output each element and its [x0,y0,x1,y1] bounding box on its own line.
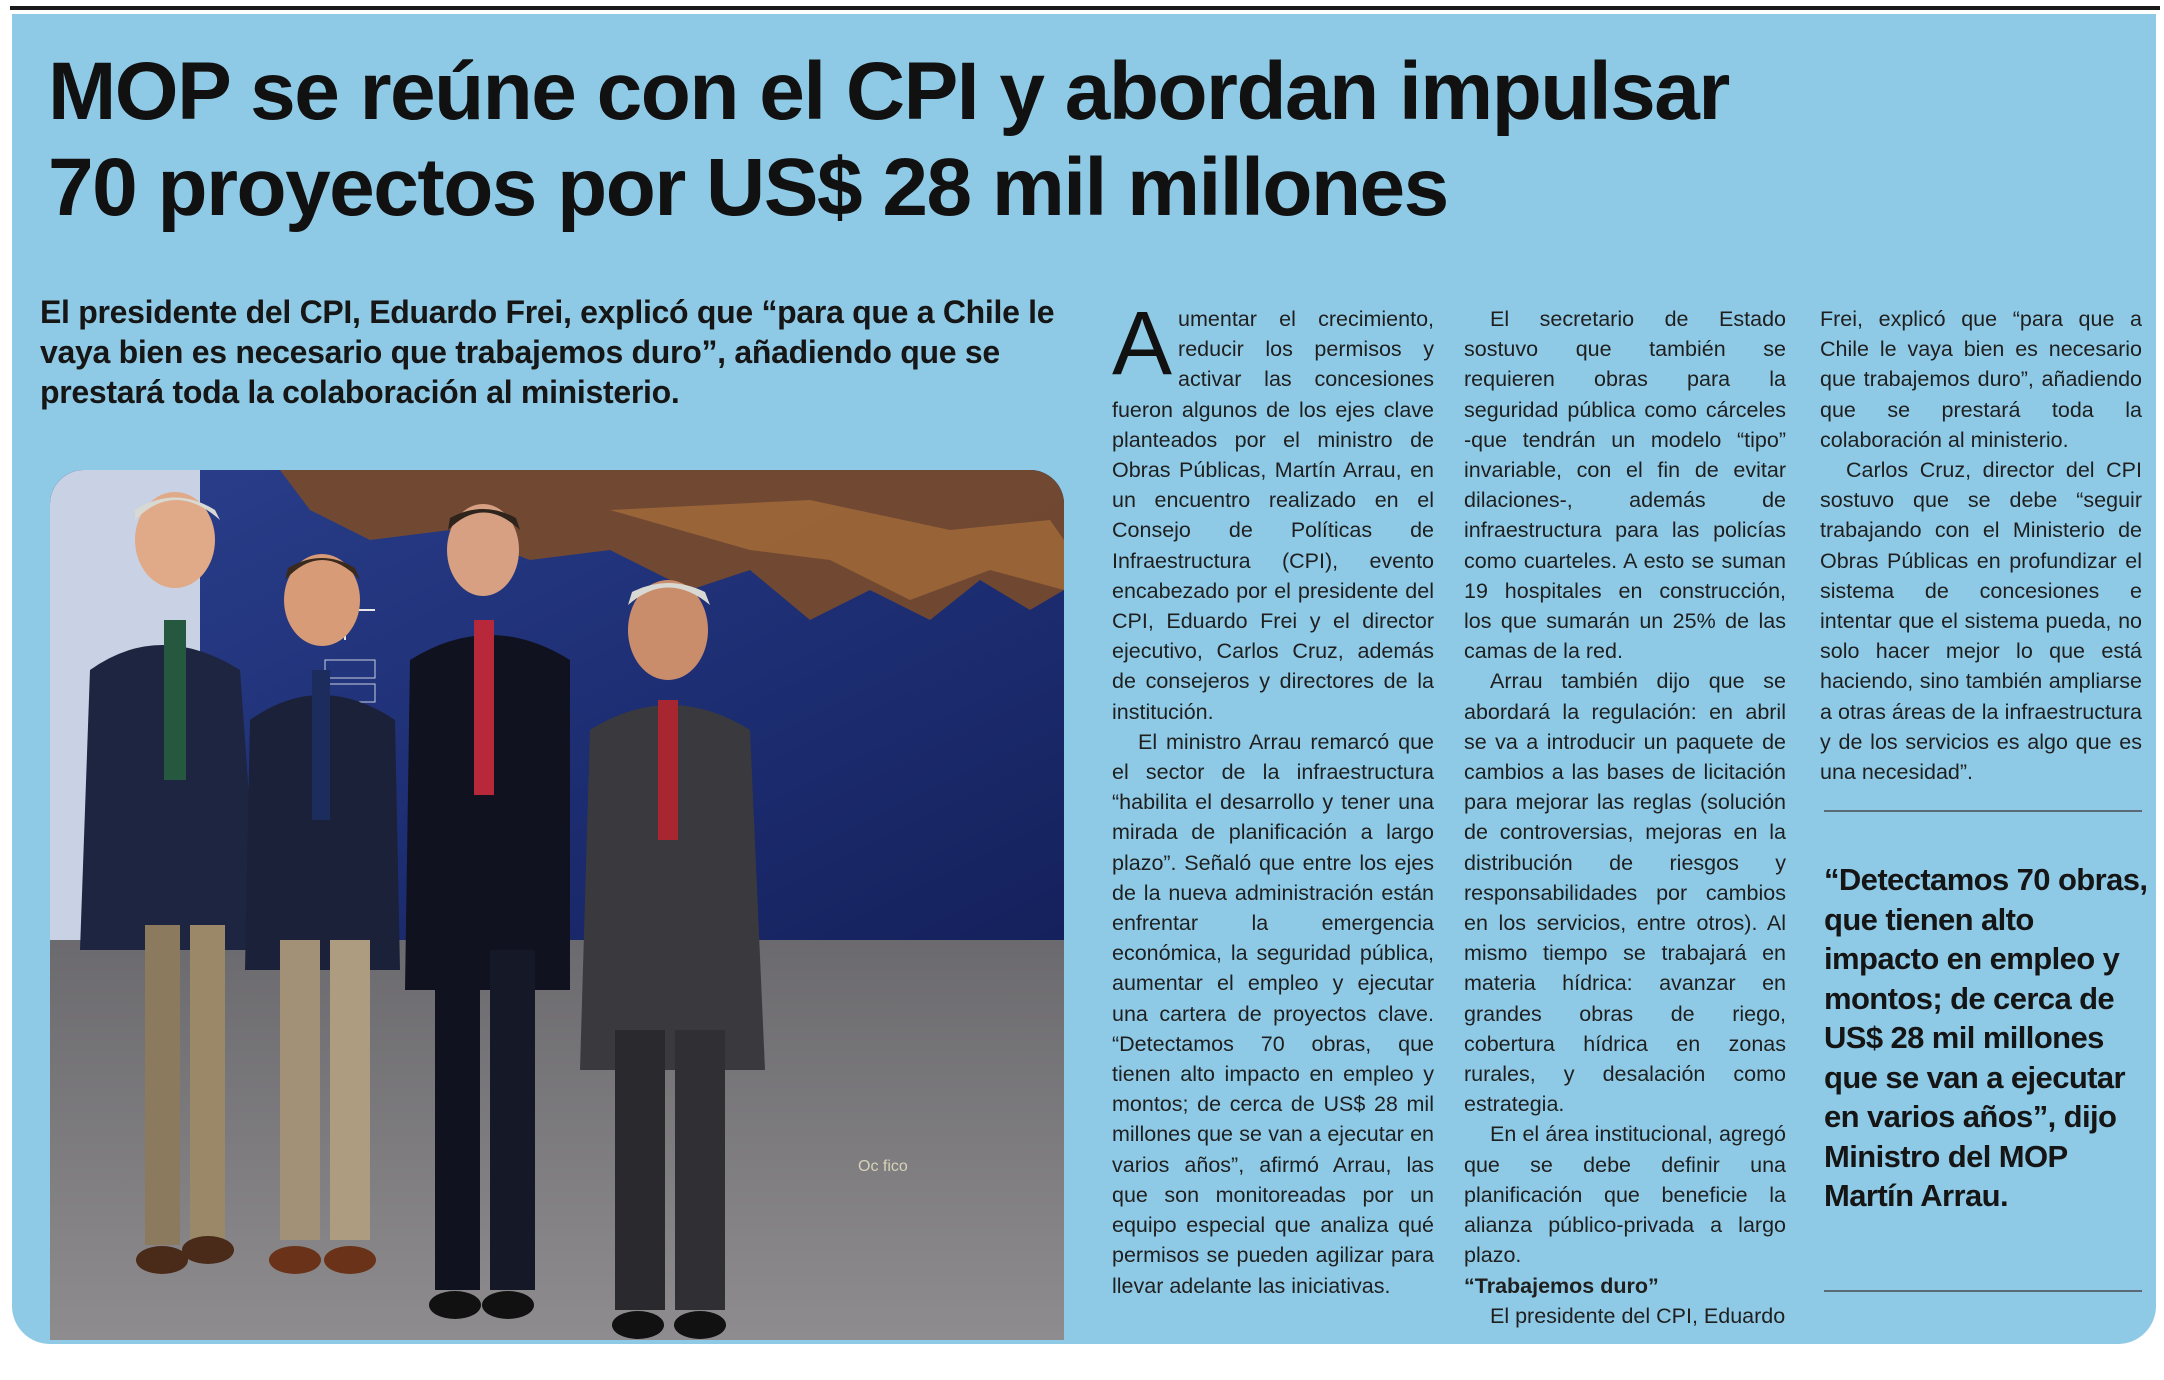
lead-paragraph: El presidente del CPI, Eduardo Frei, explicó que “para que a Chile le vaya bien es necesario que trabajemos duro”, añadiendo que se prestará toda la colaboración al ministerio. [40,294,1055,410]
drop-cap: A [1112,294,1173,394]
body-column-3 [1820,304,2142,787]
col2-paragraph-1: El secretario de Estado sostuvo que también se requieren obras para la seguridad pública como cárceles -que tendrán un modelo “tipo” invariable, con el fin de evitar dilaciones-, además de infraestructura para las policías como cuarteles. A esto se suman 19 hospitales en construcción, los que sumarán un 25% de las camas de la red. [1464,307,1786,664]
pullquote: “Detectamos 70 obras, que tienen alto impacto en empleo y montos; de cerca de US$ 28 mil millones que se van a ejecutar en varios años”, dijo Ministro del MOP Martín Arrau. [1824,862,2148,1213]
col2-paragraph-4: El presidente del CPI, Eduardo [1490,1303,1786,1328]
body-column-1 [1112,294,1434,1301]
col1-paragraph-1 [1112,294,1434,727]
col1-paragraph-1-text: umentar el crecimiento, reducir los permisos y activar las concesiones fueron algunos de los ejes clave planteados por el ministro de Obras Públicas, Martín Arrau, en un encuentro realizado en el Consejo de Políticas de Infraestructura (CPI), evento encabezado por el presidente del CPI, Eduardo Frei y el director ejecutivo, Carlos Cruz, además de consejeros y directores de la institución. [1112,307,1434,724]
pullquote-rule-bottom [1824,1290,2142,1292]
col2-paragraph-2: Arrau también dijo que se abordará la regulación: en abril se va a introducir un paquete de cambios a las bases de licitación para mejorar las reglas (solución de controversias, mejoras en la distribución de riesgos y responsabilidades por cambios en los servicios, entre otros). Al mismo tiempo se trabajará en materia hídrica: avanzar en grandes obras de riego, cobertura hídrica en zonas rurales, y desalación como estrategia. [1464,669,1786,1117]
subhead: “Trabajemos duro” [1464,1273,1659,1298]
article-photo [50,470,1064,1340]
pullquote-rule-top [1824,810,2142,812]
col1-paragraph-2: El ministro Arrau remarcó que el sector de la infraestructura “habilita el desarrollo y tener una mirada de planificación a largo plazo”. Señaló que entre los ejes de la nueva administración están enfrentar la emergencia económica, la seguridad pública, aumentar el empleo y ejecutar una cartera de proyectos clave. “Detectamos 70 obras, que tienen alto impacto en empleo y montos; de cerca de US$ 28 mil millones que se van a ejecutar en varios años”, afirmó Arrau, las que son monitoreadas por un equipo especial que analiza qué permisos se pueden agilizar para llevar adelante las iniciativas. [1112,729,1434,1298]
map-ocean-label: Oc fico [858,1158,908,1175]
col3-paragraph-2: Carlos Cruz, director del CPI sostuvo que se debe “seguir trabajando con el Ministerio de Obras Públicas en profundizar el sistema de concesiones e intentar que el sistema pueda, no solo hacer mejor lo que está haciendo, sino también ampliarse a otras áreas de la infraestructura y de los servicios es algo que es una necesidad”. [1820,458,2142,785]
headline-line-2: 70 proyectos por US$ 28 mil millones [48,142,1448,233]
headline-line-1: MOP se reúne con el CPI y abordan impulsar [48,46,1729,137]
top-rule [10,6,2160,10]
article-panel [12,14,2156,1344]
photo-illustration [50,470,1064,1340]
body-column-2 [1464,304,1786,1331]
col3-paragraph-1: Frei, explicó que “para que a Chile le vaya bien es necesario que trabajemos duro”, añadiendo que se prestará toda la colaboración al ministerio. [1820,307,2142,452]
col2-paragraph-3: En el área institucional, agregó que se debe definir una planificación que beneficie la alianza público-privada a largo plazo. [1464,1122,1786,1268]
headline [48,44,1948,236]
